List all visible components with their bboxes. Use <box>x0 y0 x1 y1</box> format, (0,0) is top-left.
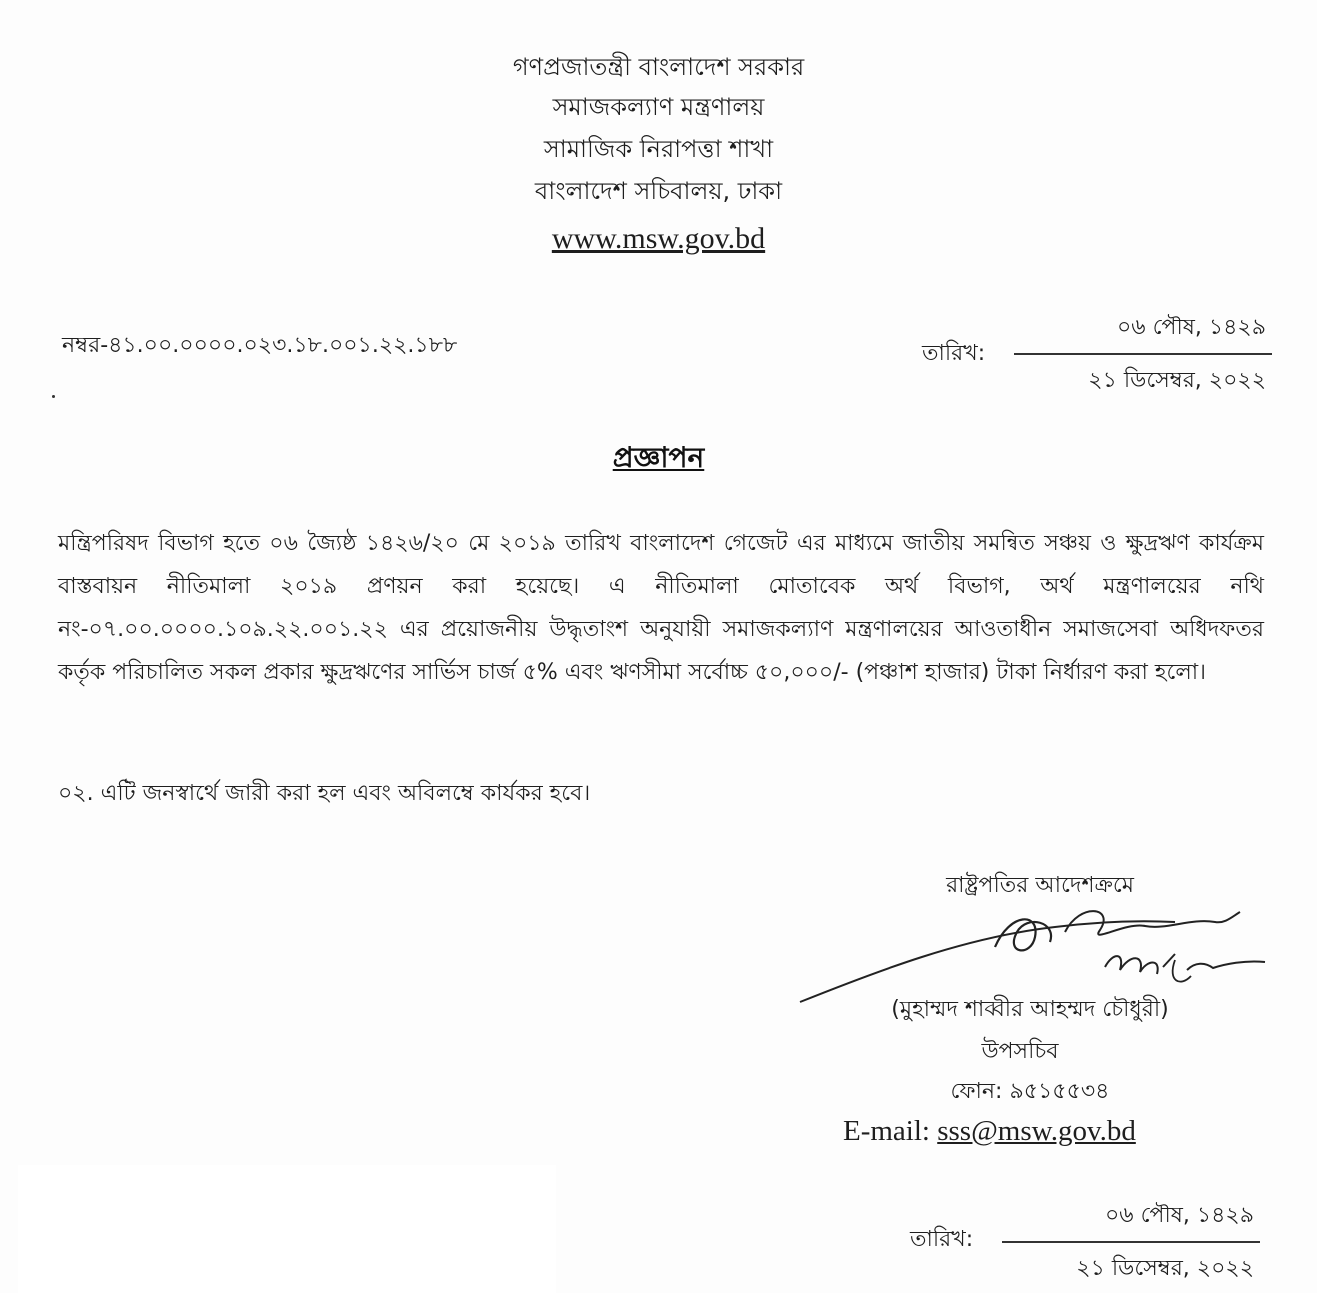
signatory-designation: উপসচিব <box>981 1039 1059 1064</box>
signatory-name: (মুহাম্মদ শাব্বীর আহম্মদ চৌধুরী) <box>891 997 1169 1022</box>
blank-area <box>18 1165 556 1293</box>
letterhead-government: গণপ্রজাতন্ত্রী বাংলাদেশ সরকার <box>512 53 805 81</box>
signatory-email <box>843 1115 1136 1148</box>
email-label: E-mail: <box>843 1115 930 1147</box>
order-line: রাষ্ট্রপতির আদেশক্রমে <box>946 873 1134 898</box>
document-title: প্রজ্ঞাপন <box>612 441 705 474</box>
date-label: তারিখ: <box>922 341 986 366</box>
website-link[interactable]: www.msw.gov.bd <box>551 222 766 255</box>
letterhead-address: বাংলাদেশ সচিবালয়, ঢাকা <box>534 177 783 205</box>
email-link[interactable]: sss@msw.gov.bd <box>937 1115 1136 1147</box>
footer-date <box>1002 1198 1260 1288</box>
letterhead-ministry: সমাজকল্যাণ মন্ত্রণালয় <box>552 93 765 121</box>
date-gregorian: ২১ ডিসেম্বর, ২০২২ <box>1088 368 1266 393</box>
body-paragraph-1: মন্ত্রিপরিষদ বিভাগ হতে ০৬ জ্যৈষ্ঠ ১৪২৬/২০ মে ২০১৯ তারিখ বাংলাদেশ গেজেট এর মাধ্যমে জাতীয় সমন্বিত সঞ্চয় ও ক্ষুদ্রঋণ কার্যক্রম বাস্তবায়ন নীতিমালা ২০১৯ প্রণয়ন করা হয়েছে। এ নীতিমালা মোতাবেক অর্থ বিভাগ, অর্থ মন্ত্রণালয়ের নথি নং-০৭.০০.০০০০.১০৯.২২.০০১.২২ এর প্রয়োজনীয় উদ্ধৃতাংশ অনুযায়ী সমাজকল্যাণ মন্ত্রণালয়ের আওতাধীন সমাজসেবা অধিদফতর কর্তৃক পরিচালিত সকল প্রকার ক্ষুদ্রঋণের সার্ভিস চার্জ ৫% এবং ঋণসীমা সর্বোচ্চ ৫০,০০০/- (পঞ্চাশ হাজার) টাকা নির্ধারণ করা হলো। <box>58 531 1264 685</box>
footer-date-gregorian: ২১ ডিসেম্বর, ২০২২ <box>1076 1256 1254 1281</box>
memo-date <box>1014 310 1272 400</box>
date-bangla: ০৬ পৌষ, ১৪২৯ <box>1014 310 1272 355</box>
body-paragraph-2: ০২. এটি জনস্বার্থে জারী করা হল এবং অবিলম্বে কার্যকর হবে। <box>58 781 591 806</box>
signatory-phone: ফোন: ৯৫১৫৫৩৪ <box>950 1079 1110 1104</box>
memo-number: নম্বর-৪১.০০.০০০০.০২৩.১৮.০০১.২২.১৮৮ <box>62 333 458 358</box>
scan-speck <box>52 395 55 398</box>
letterhead-section: সামাজিক নিরাপত্তা শাখা <box>543 135 774 163</box>
footer-date-label: তারিখ: <box>910 1227 974 1252</box>
footer-date-bangla: ০৬ পৌষ, ১৪২৯ <box>1002 1198 1260 1243</box>
